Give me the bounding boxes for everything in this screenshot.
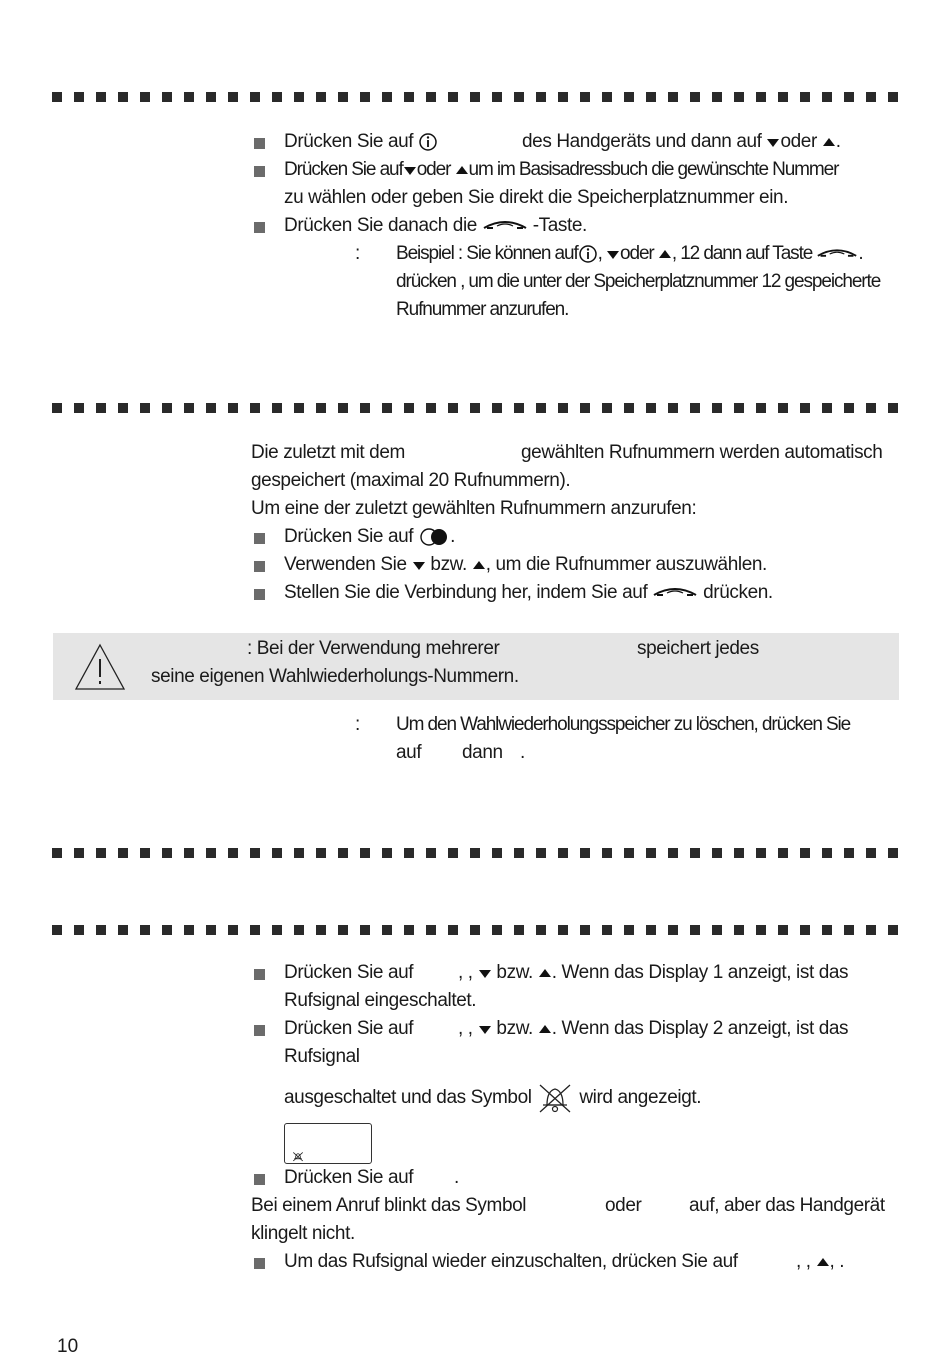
redial-key-icon: [418, 527, 450, 547]
warning-line1-cont: speichert jedes: [637, 638, 759, 659]
text: bzw.: [496, 962, 533, 983]
bullet-square: [254, 138, 265, 149]
warning-triangle-icon: [74, 643, 126, 691]
s2-para1-cont: gewählten Rufnummern werden automatisch: [521, 442, 883, 463]
bullet-square: [254, 222, 265, 233]
text: Verwenden Sie: [284, 554, 407, 575]
text: oder: [780, 131, 817, 152]
text: bzw.: [430, 554, 467, 575]
s2-bullet-2: [284, 551, 767, 579]
text: -Taste.: [532, 215, 587, 236]
s3-bullet-2-cont: [458, 1015, 848, 1043]
text: Drücken Sie danach die: [284, 215, 477, 236]
s3-bullet-3-end: .: [454, 1167, 459, 1188]
text: Drücken Sie auf: [284, 1167, 414, 1188]
section-separator: [52, 403, 902, 413]
bell-off-icon: [292, 1151, 304, 1162]
down-arrow-icon: [766, 136, 780, 148]
up-arrow-icon: [538, 967, 552, 979]
text: Um das Rufsignal wieder einzuschalten, drücken Sie auf: [284, 1251, 738, 1272]
warning-line1: [247, 635, 499, 663]
s3-bullet-1-cont: [458, 959, 848, 987]
section-separator: [52, 92, 902, 102]
s3-para1-line2: klingelt nicht.: [251, 1223, 355, 1244]
warning-box: [53, 633, 899, 700]
bullet-square: [254, 589, 265, 600]
text: Bei einem Anruf blinkt das Symbol: [251, 1195, 527, 1216]
up-arrow-icon: [816, 1256, 830, 1268]
text: , 12 dann auf Taste: [671, 243, 813, 264]
s1-note-colon: :: [355, 243, 360, 264]
up-arrow-icon: [455, 164, 469, 176]
s2-para1-line2: gespeichert (maximal 20 Rufnummern).: [251, 470, 571, 491]
text: , um die Rufnummer auszuwählen.: [485, 554, 767, 575]
text: .: [835, 131, 841, 152]
text: drücken.: [703, 582, 773, 603]
phone-key-icon: [652, 585, 698, 601]
phone-key-icon: [816, 246, 858, 262]
s3-bullet-4: [284, 1248, 738, 1276]
text: des Handgeräts und dann auf: [522, 131, 762, 152]
text: . Wenn das Display 1 anzeigt, ist das: [551, 962, 849, 983]
s3-bullet-3: [284, 1164, 413, 1192]
text: : Bei der Verwendung mehrerer: [247, 638, 500, 659]
display-preview-box: [284, 1123, 372, 1164]
s3-para1-oder: oder: [605, 1195, 642, 1216]
down-arrow-icon: [606, 248, 620, 260]
text: Beispiel : Sie können auf: [396, 243, 578, 264]
up-arrow-icon: [822, 136, 836, 148]
info-icon: [418, 132, 438, 152]
s3-bullet-4-cont: [796, 1248, 844, 1276]
bell-off-icon: [536, 1081, 574, 1115]
section-separator: [52, 925, 902, 935]
text: , ,: [458, 962, 473, 983]
bullet-square: [254, 166, 265, 177]
down-arrow-icon: [412, 559, 426, 571]
text: wird angezeigt.: [579, 1087, 702, 1109]
bullet-square: [254, 1025, 265, 1036]
s3-bullet-2-line2: Rufsignal: [284, 1046, 360, 1067]
text: Drücken Sie auf: [284, 526, 414, 547]
bullet-square: [254, 969, 265, 980]
s1-bullet-1: [284, 128, 438, 156]
bullet-square: [254, 1174, 265, 1185]
text: ,: [597, 243, 602, 264]
phone-key-icon: [482, 218, 528, 234]
s3-bullet-2: [284, 1015, 413, 1043]
text: dann: [462, 742, 503, 763]
s2-note-line2-dann: [462, 739, 503, 767]
s1-bullet-2-line2: zu wählen oder geben Sie direkt die Speicherplatznummer ein.: [284, 187, 789, 208]
s2-note-line2: [396, 739, 421, 767]
s3-bullet-1: [284, 959, 413, 987]
s1-bullet-2: [284, 156, 901, 184]
s2-note-colon: :: [355, 714, 360, 735]
s2-bullet-1: [284, 523, 455, 551]
bullet-square: [254, 1258, 265, 1269]
s2-note-line1: Um den Wahlwiederholungsspeicher zu löschen, drücken Sie: [396, 714, 851, 735]
text: Die zuletzt mit dem: [251, 442, 405, 463]
text: Drücken Sie auf: [284, 1018, 414, 1039]
s2-bullet-3: [284, 579, 773, 607]
s1-note-line2: drücken , um die unter der Speicherplatznummer 12 gespeicherte: [396, 271, 881, 292]
down-arrow-icon: [478, 967, 492, 979]
s1-bullet-1-cont: [522, 128, 841, 156]
info-icon: [578, 244, 598, 264]
text: auf: [396, 742, 422, 763]
s3-para1-cont: auf, aber das Handgerät: [689, 1195, 885, 1216]
text: , .: [829, 1251, 845, 1272]
page-number: 10: [57, 1336, 79, 1357]
up-arrow-icon: [538, 1023, 552, 1035]
down-arrow-icon: [478, 1023, 492, 1035]
s3-para1: [251, 1192, 526, 1220]
s1-bullet-3: [284, 212, 587, 240]
text: Stellen Sie die Verbindung her, indem Sie auf: [284, 582, 648, 603]
text: bzw.: [496, 1018, 533, 1039]
down-arrow-icon: [403, 164, 417, 176]
text: .: [858, 243, 863, 264]
text: Drücken Sie auf: [284, 131, 414, 152]
s2-para1: [251, 439, 405, 467]
text: oder: [416, 159, 451, 180]
text: oder: [620, 243, 654, 264]
text: ausgeschaltet und das Symbol: [284, 1087, 532, 1109]
s3-bullet-2-line3: [284, 1081, 701, 1115]
text: , ,: [458, 1018, 473, 1039]
bullet-square: [254, 561, 265, 572]
text: . Wenn das Display 2 anzeigt, ist das: [551, 1018, 849, 1039]
text: um im Basisadressbuch die gewünschte Nummer: [468, 159, 839, 180]
text: Drücken Sie auf: [284, 159, 403, 180]
s2-para2: Um eine der zuletzt gewählten Rufnummern anzurufen:: [251, 498, 697, 519]
s1-note-line1: [396, 240, 863, 268]
s2-note-line2-end: .: [520, 742, 525, 763]
up-arrow-icon: [658, 248, 672, 260]
s1-note-line3: Rufnummer anzurufen.: [396, 299, 569, 320]
text: .: [450, 526, 455, 547]
warning-line2: seine eigenen Wahlwiederholungs-Nummern.: [151, 666, 519, 687]
up-arrow-icon: [472, 559, 486, 571]
bullet-square: [254, 533, 265, 544]
text: , ,: [796, 1251, 811, 1272]
section-separator: [52, 848, 902, 858]
text: Drücken Sie auf: [284, 962, 414, 983]
s3-bullet-1-line2: Rufsignal eingeschaltet.: [284, 990, 477, 1011]
